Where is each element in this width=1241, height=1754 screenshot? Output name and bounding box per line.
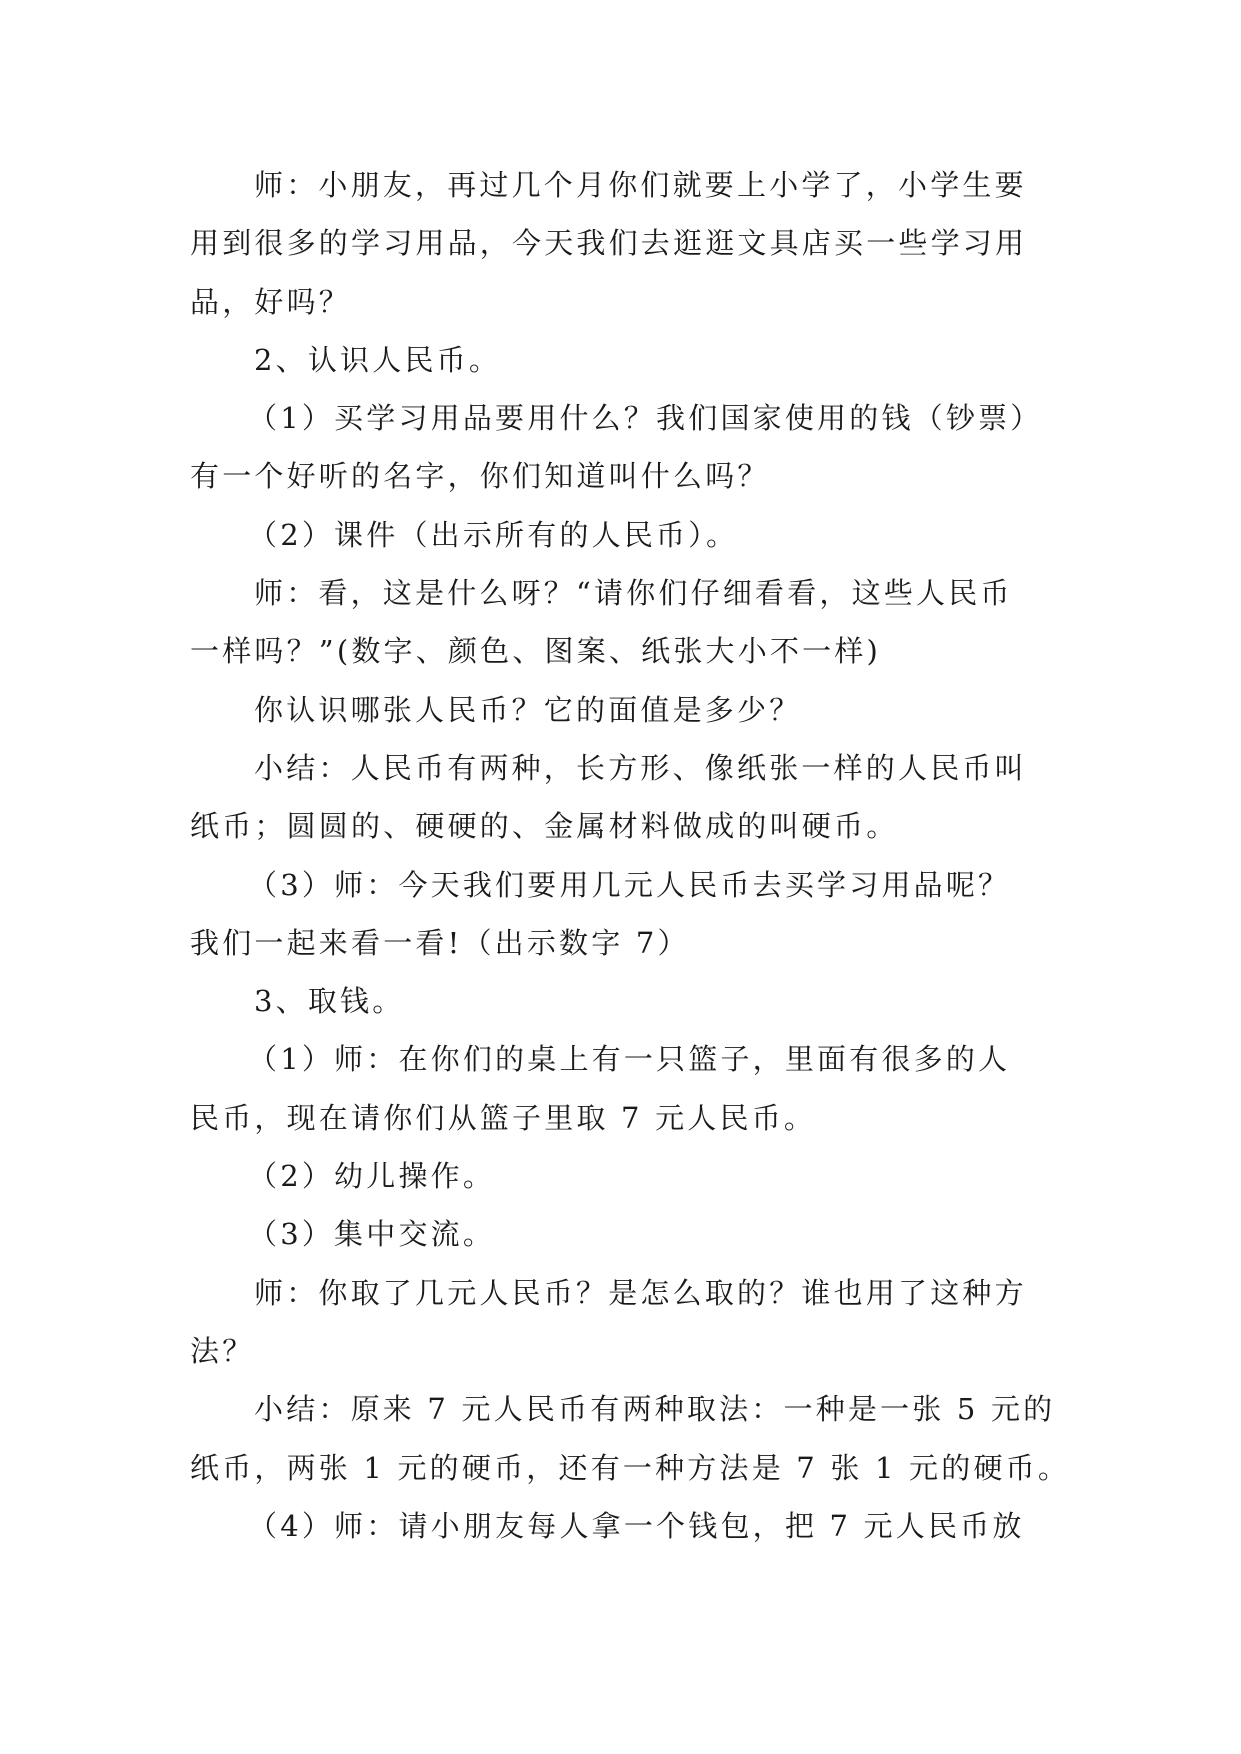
text-line: 师：看，这是什么呀？“请你们仔细看看，这些人民币: [254, 576, 1013, 611]
section-heading: 3、取钱。: [254, 984, 405, 1019]
text-line: 小结：人民币有两种，长方形、像纸张一样的人民币叫: [254, 750, 1027, 785]
text-line: 小结：原来 7 元人民币有两种取法：一种是一张 5 元的: [254, 1392, 1056, 1427]
text-line: （3）集中交流。: [248, 1217, 496, 1252]
text-line: 你认识哪张人民币？它的面值是多少？: [254, 692, 802, 727]
text-line: 民币，现在请你们从篮子里取 7 元人民币。: [190, 1100, 817, 1135]
text-line: 法？: [190, 1333, 255, 1368]
text-line: 纸币，两张 1 元的硬币，还有一种方法是 7 张 1 元的硬币。: [190, 1450, 1071, 1485]
text-line: 师：你取了几元人民币？是怎么取的？谁也用了这种方: [254, 1275, 1027, 1310]
text-line: （1）师：在你们的桌上有一只篮子，里面有很多的人: [248, 1042, 1011, 1077]
text-line: 我们一起来看一看!（出示数字 7）: [190, 925, 690, 960]
text-line: （1）买学习用品要用什么？我们国家使用的钱（钞票）: [248, 401, 1043, 436]
text-line: （3）师：今天我们要用几元人民币去买学习用品呢？: [248, 867, 1011, 902]
section-heading: 2、认识人民币。: [254, 342, 502, 377]
text-line: 品，好吗？: [190, 284, 352, 319]
text-line: 纸币；圆圆的、硬硬的、金属材料做成的叫硬币。: [190, 809, 899, 844]
text-line: 有一个好听的名字，你们知道叫什么吗？: [190, 459, 770, 494]
text-line: （4）师：请小朋友每人拿一个钱包，把 7 元人民币放: [248, 1508, 1025, 1543]
text-line: 师：小朋友，再过几个月你们就要上小学了，小学生要: [254, 168, 1027, 202]
text-line: （2）课件（出示所有的人民币）。: [248, 517, 739, 552]
text-line: （2）幼儿操作。: [248, 1159, 496, 1194]
document-body: [190, 156, 1075, 1555]
text-line: 一样吗？”(数字、颜色、图案、纸张大小不一样): [190, 634, 882, 669]
text-line: 用到很多的学习用品，今天我们去逛逛文具店买一些学习用: [190, 226, 1028, 261]
